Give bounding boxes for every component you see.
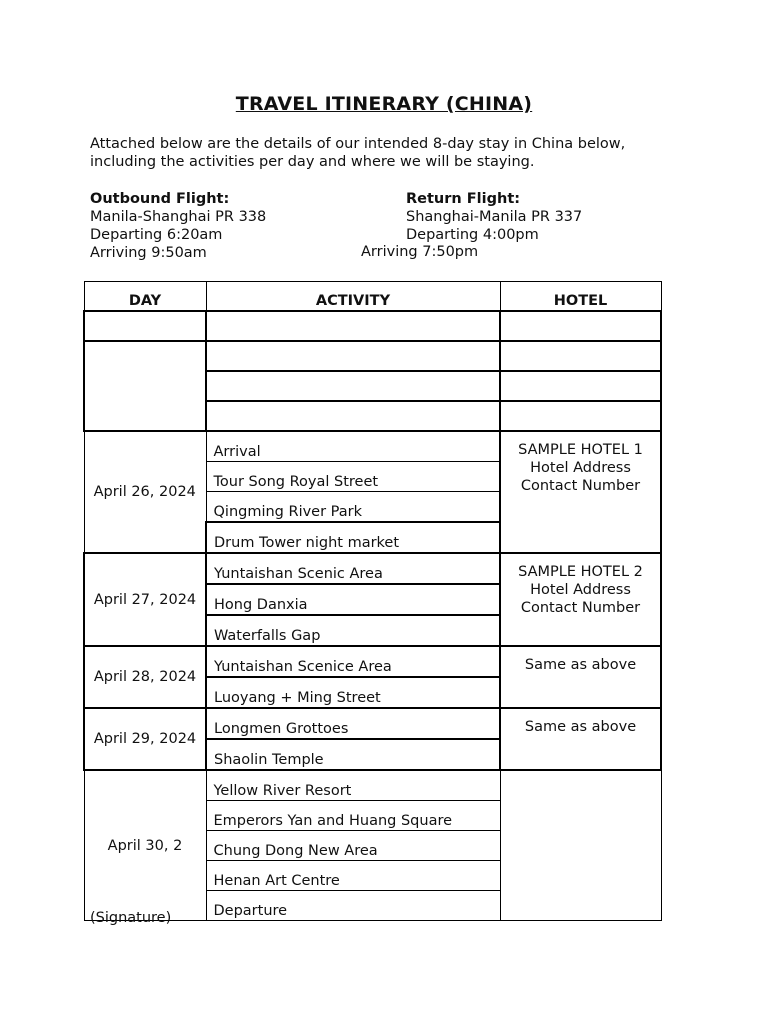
hotel-name: SAMPLE HOTEL 1 (518, 442, 643, 458)
header-activity: ACTIVITY (206, 282, 500, 312)
intro-paragraph: Attached below are the details of our intended 8-day stay in China below, including the activities per day and where we will be staying. (90, 136, 626, 170)
outbound-flight-depart: Departing 6:20am (90, 227, 223, 243)
empty-cell (500, 371, 661, 401)
table-row (84, 431, 661, 462)
hotel-cell (500, 646, 661, 708)
activity-cell: Luoyang + Ming Street (206, 677, 500, 708)
activity-cell: Qingming River Park (206, 492, 500, 523)
hotel-cell (500, 770, 661, 921)
hotel-address: Hotel Address (530, 460, 631, 476)
table-row (84, 553, 661, 584)
empty-row (84, 311, 661, 341)
itinerary-table (83, 281, 662, 921)
table-header-row (84, 282, 661, 312)
day-cell: April 28, 2024 (84, 646, 206, 708)
outbound-flight-label: Outbound Flight: (90, 191, 230, 207)
activity-cell: Arrival (206, 431, 500, 462)
empty-cell (500, 341, 661, 371)
activity-cell: Longmen Grottoes (206, 708, 500, 739)
empty-cell (206, 311, 500, 341)
activity-cell: Emperors Yan and Huang Square (206, 801, 500, 831)
table-row (84, 646, 661, 677)
activity-cell: Chung Dong New Area (206, 831, 500, 861)
activity-cell: Departure (206, 891, 500, 921)
return-flight-arrive: Arriving 7:50pm (361, 244, 479, 260)
table-row (84, 770, 661, 801)
document-title: TRAVEL ITINERARY (CHINA) (235, 93, 533, 115)
hotel-cell (500, 553, 661, 646)
header-hotel: HOTEL (500, 282, 661, 312)
signature-line: (Signature) (90, 910, 172, 926)
activity-cell: Waterfalls Gap (206, 615, 500, 646)
hotel-name: SAMPLE HOTEL 2 (518, 564, 643, 580)
hotel-note: Same as above (524, 719, 637, 735)
activity-cell: Yuntaishan Scenice Area (206, 646, 500, 677)
hotel-note: Same as above (524, 657, 637, 673)
empty-cell (206, 371, 500, 401)
activity-cell: Yuntaishan Scenic Area (206, 553, 500, 584)
hotel-cell (500, 708, 661, 770)
activity-cell: Henan Art Centre (206, 861, 500, 891)
return-flight-label: Return Flight: (406, 191, 521, 207)
outbound-flight-arrive: Arriving 9:50am (90, 245, 207, 261)
return-flight-route: Shanghai-Manila PR 337 (406, 209, 583, 225)
empty-cell (206, 341, 500, 371)
return-flight-block (406, 190, 582, 244)
hotel-cell (500, 431, 661, 553)
activity-cell: Shaolin Temple (206, 739, 500, 770)
empty-cell (500, 401, 661, 431)
activity-cell: Drum Tower night market (206, 522, 500, 553)
empty-cell (84, 341, 206, 431)
hotel-contact: Contact Number (520, 478, 641, 494)
hotel-address: Hotel Address (530, 582, 631, 598)
empty-cell (500, 311, 661, 341)
outbound-flight-block (90, 190, 266, 262)
activity-cell: Tour Song Royal Street (206, 462, 500, 492)
activity-cell: Hong Danxia (206, 584, 500, 615)
hotel-contact: Contact Number (520, 600, 641, 616)
activity-cell: Yellow River Resort (206, 770, 500, 801)
outbound-flight-route: Manila-Shanghai PR 338 (90, 209, 267, 225)
empty-cell (206, 401, 500, 431)
header-day: DAY (84, 282, 206, 312)
day-cell: April 27, 2024 (84, 553, 206, 646)
day-cell: April 30, 2 (84, 770, 206, 921)
table-row (84, 708, 661, 739)
day-cell: April 29, 2024 (84, 708, 206, 770)
empty-row (84, 341, 661, 371)
day-cell: April 26, 2024 (84, 431, 206, 553)
empty-cell (84, 311, 206, 341)
return-flight-depart: Departing 4:00pm (406, 227, 539, 243)
